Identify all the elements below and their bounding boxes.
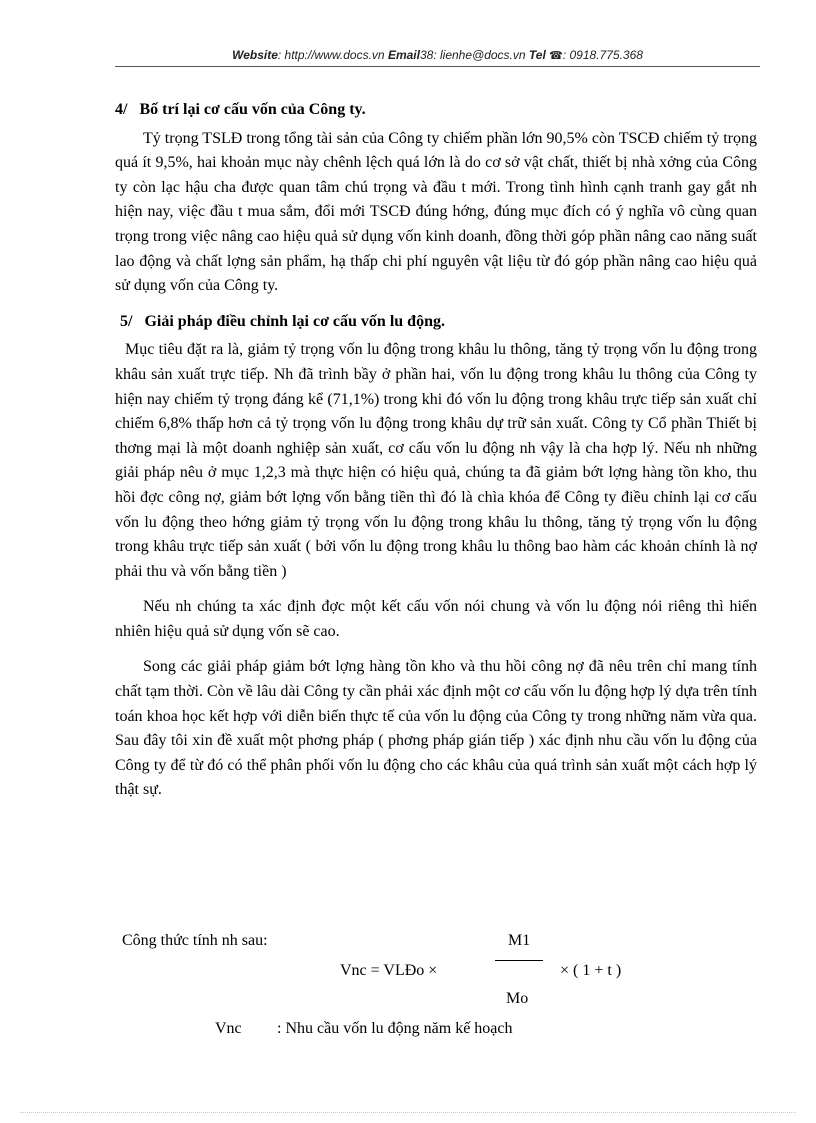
section-5-number: 5/: [120, 312, 133, 330]
definition-text: Nhu cầu vốn lu động năm kế hoạch: [285, 1020, 513, 1037]
page-header: [115, 48, 760, 67]
formula-numerator: M1: [508, 932, 531, 949]
section-4-paragraph: Tỷ trọng TSLĐ trong tổng tài sản của Công ty chiếm phần lớn 90,5% còn TSCĐ chiếm tỷ trọng quá ít 9,5%, hai khoản mục này chênh lệch quá lớn là do cơ sở vật chất, thiết bị nhà xởng của Công ty còn lạc hậu cha được quan tâm chú trọng và đầu t mới. Trong tình hình cạnh tranh gay gắt nh hiện nay, việc đầu t mua sắm, đổi mới TSCĐ đúng hớng, đúng mục đích có ý nghĩa vô cùng quan trọng trong việc nâng cao hiệu quả sử dụng vốn kinh doanh, đồng thời góp phần nâng cao năng suất lao động và chất lợng sản phẩm, hạ thấp chi phí nguyên vật liệu từ đó góp phần nâng cao hiệu quả sử dụng vốn của Công ty.: [115, 129, 757, 295]
section-5-paragraph-3: Song các giải pháp giảm bớt lợng hàng tồn kho và thu hồi công nợ đã nêu trên chỉ mang tính chất tạm thời. Còn về lâu dài Công ty cần phải xác định một cơ cấu vốn lu động hợp lý dựa trên tính toán khoa học kết hợp với diễn biến thực tế của vốn lu động của Công ty trong những năm vừa qua. Sau đây tôi xin đề xuất một phơng pháp ( phơng pháp gián tiếp ) xác định nhu cầu vốn lu động của Công ty để từ đó có thể phân phối vốn lu động cho các khâu của quá trình sản xuất một cách hợp lý thật sự.: [115, 658, 757, 799]
email-value[interactable]: : lienhe@docs.vn: [433, 48, 526, 62]
formula-label: Công thức tính nh sau:: [122, 932, 268, 949]
formula-rhs: × ( 1 + t ): [560, 962, 622, 979]
formula-lhs: Vnc = VLĐo ×: [340, 962, 438, 979]
tel-label: Tel: [528, 48, 546, 62]
website-url[interactable]: : http://www.docs.vn: [277, 48, 385, 62]
phone-icon: ☎: [549, 50, 563, 62]
section-4-title: Bố trí lại cơ cấu vốn của Công ty.: [139, 101, 366, 118]
footer-divider: [20, 1112, 796, 1113]
section-5-heading: [120, 310, 757, 335]
section-5-title: Giải pháp điều chỉnh lại cơ cấu vốn lu động.: [144, 312, 445, 330]
definition-line: [215, 1020, 513, 1038]
section-4-number: 4/: [115, 101, 128, 118]
document-body: [115, 98, 757, 814]
page-number: 38: [419, 48, 434, 62]
email-label: Email: [387, 48, 420, 62]
formula: [340, 932, 660, 1012]
section-5-paragraph-2: Nếu nh chúng ta xác định đợc một kết cấu vốn nói chung và vốn lu động nói riêng thì hiển nhiên hiệu quả sử dụng vốn sẽ cao.: [115, 598, 757, 640]
website-label: Website: [232, 48, 278, 62]
definition-separator: :: [277, 1020, 282, 1037]
section-4-heading: [115, 98, 757, 123]
section-5-paragraph-1: Mục tiêu đặt ra là, giảm tỷ trọng vốn lu động trong khâu lu thông, tăng tỷ trọng vốn lu động trong khâu sản xuất trực tiếp. Nh đã trình bầy ở phần hai, vốn lu động trong khâu lu thông của Công ty hiện nay chiếm tỷ trọng đáng kể (71,1%) trong khi đó vốn lu động trong khâu trực tiếp sản xuất chỉ chiếm 6,8% thấp hơn cả tỷ trọng vốn lu động trong khâu dự trữ sản xuất. Công ty Cổ phần Thiết bị thơng mại là một doanh nghiệp sản xuất, cơ cấu vốn lu động nh vậy là cha hợp lý. Nếu nh những giải pháp nêu ở mục 1,2,3 mà thực hiện có hiệu quả, chúng ta đã giảm bớt lợng hàng tồn kho, thu hồi đợc công nợ, giảm bớt lợng vốn bằng tiền thì đó là chìa khóa để Công ty điều chỉnh lại cơ cấu vốn lu động theo hớng giảm tỷ trọng vốn lu động trong khâu lu thông, tăng tỷ trọng vốn lu động trong khâu trực tiếp sản xuất ( bởi vốn lu động trong khâu lu thông bao hàm các khoản chính là nợ phải thu và vốn bằng tiền ): [115, 341, 757, 580]
fraction-bar: [495, 960, 543, 961]
formula-denominator: Mo: [506, 990, 529, 1007]
tel-value: : 0918.775.368: [562, 48, 643, 62]
definition-symbol: Vnc: [215, 1020, 242, 1037]
